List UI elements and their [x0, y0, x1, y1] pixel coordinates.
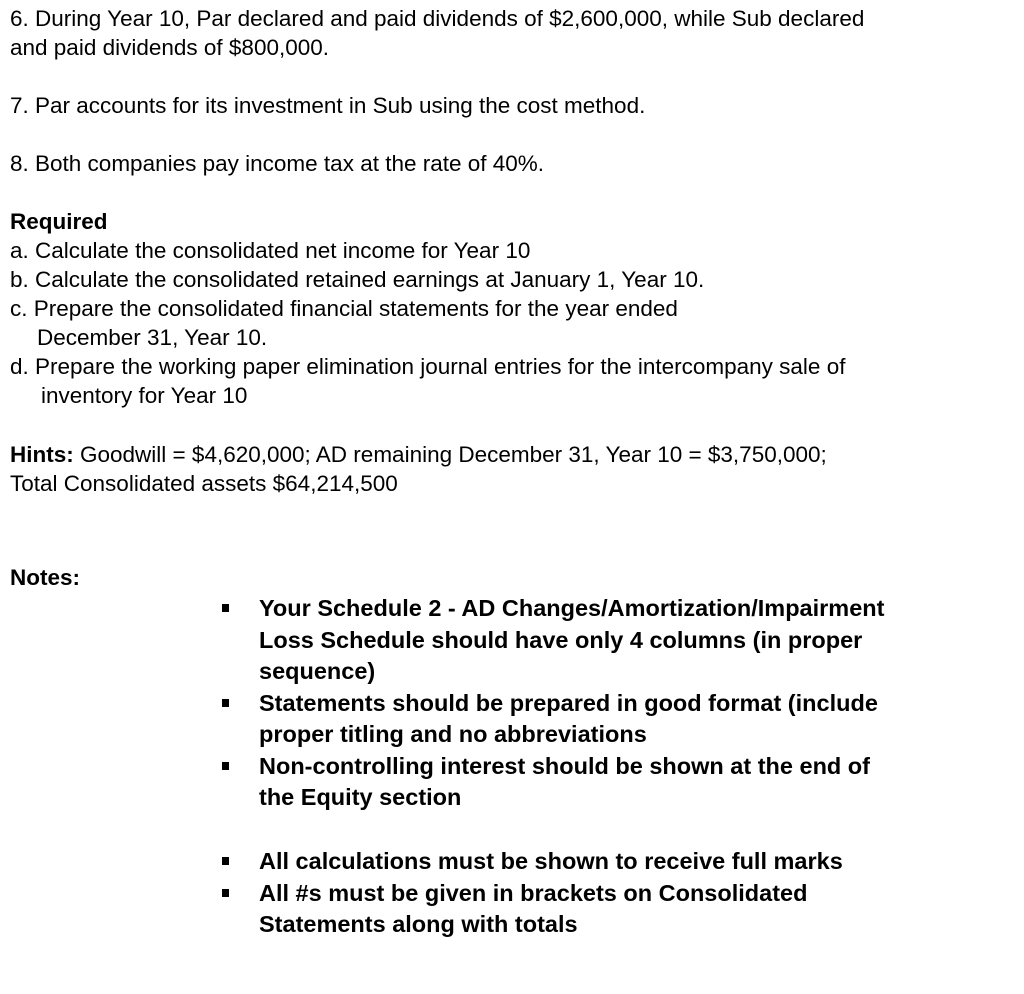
note-item-line: Your Schedule 2 - AD Changes/Amortization/Impairment: [259, 595, 885, 621]
note-item-line: All calculations must be shown to receive full marks: [259, 848, 843, 874]
item-6-line-2: and paid dividends of $800,000.: [10, 35, 330, 60]
required-item-a: a. Calculate the consolidated net income for Year 10: [10, 238, 531, 263]
square-bullet-icon: [222, 889, 229, 897]
note-item-line: Non-controlling interest should be shown at the end of: [259, 752, 870, 779]
item-7: 7. Par accounts for its investment in Sub using the cost method.: [10, 93, 646, 118]
required-heading: Required: [10, 209, 108, 234]
square-bullet-icon: [222, 762, 229, 770]
required-item-d-line-1: d. Prepare the working paper elimination journal entries for the intercompany sale of: [10, 354, 846, 379]
note-item-line: the Equity section: [259, 784, 462, 810]
notes-heading: Notes:: [10, 565, 81, 590]
note-item: [10, 878, 843, 941]
required-section: [10, 207, 845, 410]
required-item-c-line-1: c. Prepare the consolidated financial statements for the year ended: [10, 296, 678, 321]
note-item-line: Loss Schedule should have only 4 columns (in proper: [259, 626, 863, 653]
note-item: [10, 751, 884, 814]
hints-line-1: Goodwill = $4,620,000; AD remaining December 31, Year 10 = $3,750,000;: [73, 442, 827, 467]
note-item-line: proper titling and no abbreviations: [259, 721, 647, 747]
note-item-line: Statements should be prepared in good format (include: [259, 689, 878, 716]
note-item-line: sequence): [259, 658, 376, 684]
note-item: [10, 846, 843, 878]
notes-list-group-1: [10, 593, 884, 814]
required-item-d-line-2: inventory for Year 10: [41, 383, 248, 408]
notes-list-group-2: [10, 846, 843, 941]
required-item-c-line-2: December 31, Year 10.: [37, 325, 268, 350]
square-bullet-icon: [222, 857, 229, 865]
note-item-line: Statements along with totals: [259, 911, 578, 937]
item-6-line-1: 6. During Year 10, Par declared and paid dividends of $2,600,000, while Sub declared: [10, 6, 865, 31]
item-6: [10, 4, 864, 62]
required-item-b: b. Calculate the consolidated retained earnings at January 1, Year 10.: [10, 267, 705, 292]
square-bullet-icon: [222, 699, 229, 707]
item-8: 8. Both companies pay income tax at the rate of 40%.: [10, 151, 545, 176]
note-item: [10, 688, 884, 751]
hints-paragraph: [10, 440, 827, 498]
hints-line-2: Total Consolidated assets $64,214,500: [10, 471, 398, 496]
note-item: [10, 593, 884, 688]
hints-label: Hints:: [10, 442, 74, 467]
note-item-line: All #s must be given in brackets on Consolidated: [259, 879, 808, 906]
square-bullet-icon: [222, 604, 229, 612]
